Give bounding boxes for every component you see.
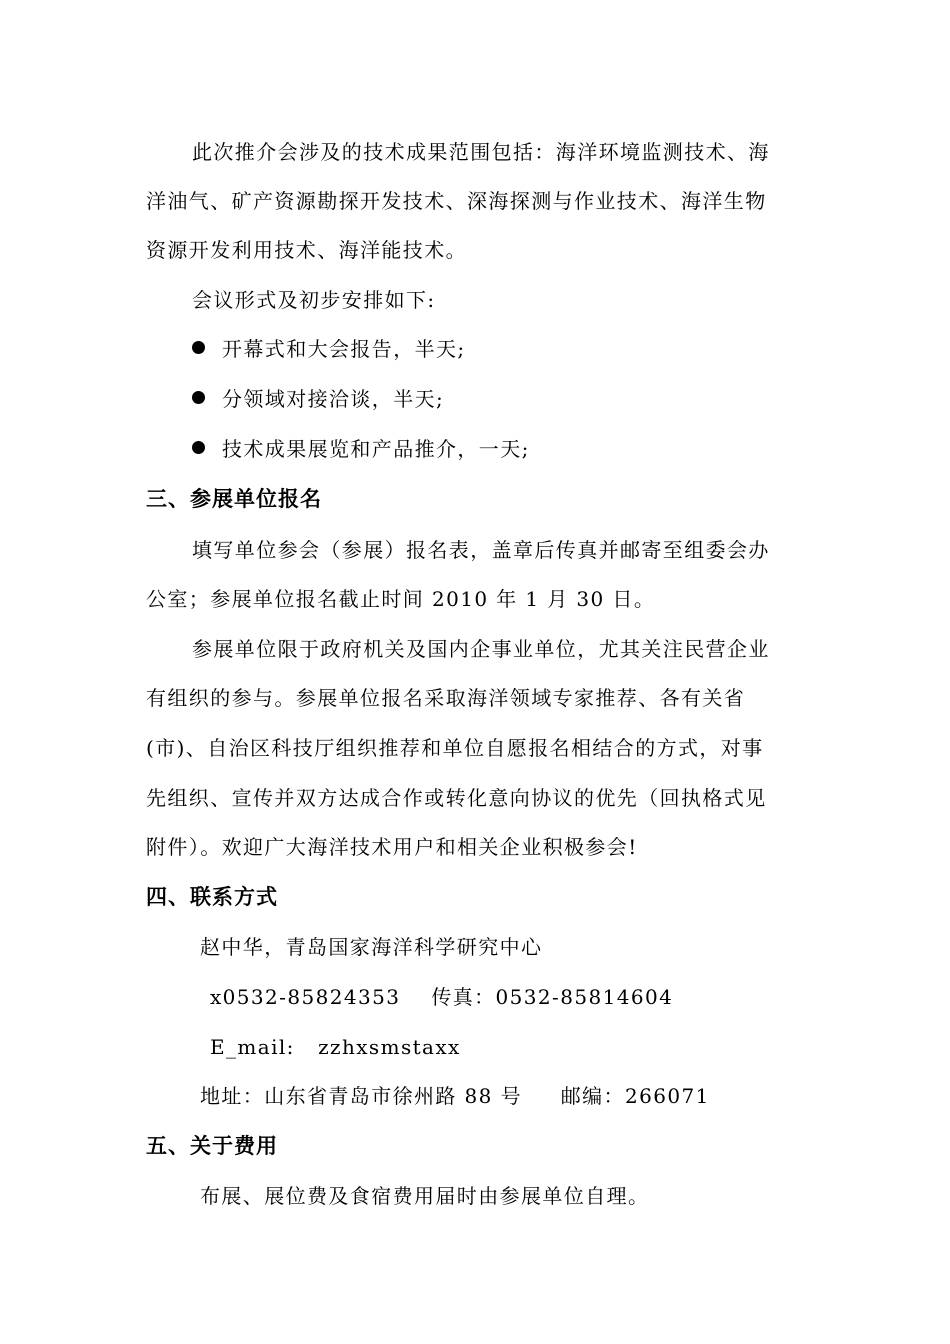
bullet-item xyxy=(192,434,530,464)
bullet-text: 开幕式和大会报告，半天; xyxy=(222,337,466,361)
bullet-item xyxy=(192,384,444,414)
section3-para2-line1: 参展单位限于政府机关及国内企事业单位，尤其关注民营企业 xyxy=(192,637,770,661)
section3-para1-line2: 公室；参展单位报名截止时间 2010 年 1 月 30 日。 xyxy=(146,587,656,611)
section3-para2-line2: 有组织的参与。参展单位报名采取海洋领域专家推荐、各有关省 xyxy=(146,686,746,710)
intro-para2: 会议形式及初步安排如下: xyxy=(192,288,436,312)
bullet-dot-icon xyxy=(192,391,205,404)
section3-para2-line5: 附件）。欢迎广大海洋技术用户和相关企业积极参会! xyxy=(146,835,638,859)
section3-para1-line1: 填写单位参会（参展）报名表，盖章后传真并邮寄至组委会办 xyxy=(192,538,770,562)
contact-name: 赵中华，青岛国家海洋科学研究中心 xyxy=(200,935,543,959)
bullet-text: 分领域对接洽谈，半天; xyxy=(222,387,445,411)
intro-para1-line1: 此次推介会涉及的技术成果范围包括：海洋环境监测技术、海 xyxy=(192,140,770,164)
section5-text: 布展、展位费及食宿费用届时由参展单位自理。 xyxy=(200,1184,650,1208)
bullet-dot-icon xyxy=(192,441,205,454)
bullet-item xyxy=(192,334,466,364)
bullet-text: 技术成果展览和产品推介，一天; xyxy=(222,437,530,461)
section5-heading: 五、关于费用 xyxy=(146,1134,278,1158)
contact-email: E_mail: zzhxsmstaxx xyxy=(210,1035,461,1059)
contact-address: 地址：山东省青岛市徐州路 88 号 邮编：266071 xyxy=(200,1084,710,1108)
section4-heading: 四、联系方式 xyxy=(146,885,278,909)
section3-heading: 三、参展单位报名 xyxy=(146,487,322,511)
contact-phone-fax: x0532-85824353 传真：0532-85814604 xyxy=(210,985,674,1009)
intro-para1-line3: 资源开发利用技术、海洋能技术。 xyxy=(146,238,467,262)
intro-para1-line2: 洋油气、矿产资源勘探开发技术、深海探测与作业技术、海洋生物 xyxy=(146,189,767,213)
section3-para2-line4: 先组织、宣传并双方达成合作或转化意向协议的优先（回执格式见 xyxy=(146,786,767,810)
bullet-dot-icon xyxy=(192,341,205,354)
section3-para2-line3: (市)、自治区科技厅组织推荐和单位自愿报名相结合的方式，对事 xyxy=(146,736,764,760)
